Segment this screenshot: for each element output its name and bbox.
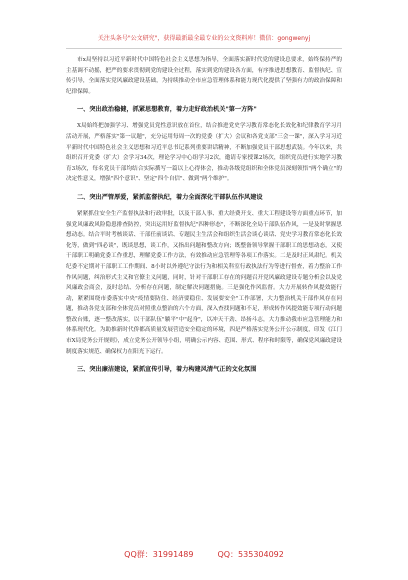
section-paragraph: 紧紧抓住安全生产监督执法和行政审批，以及干部人事、重大经费开支、重大工程建设等方面重点环节，加强党风廉政风险隐患排查防控，突出运用好监督执纪"四种形态"，不断深化全局干部队伍作风，一是及时掌握思想动态。结合平时考核谈话、干部任前谈话、专题民主生活会和组织生活会谈心谈话、党史学习教育常态化长效化等，做到"四必谈"，既谈思想，谈工作，又指出问题和整改方向；既整备领导掌握干部职工的思想动态，又使干部职工明确党委工作重思，理解党委工作方法，有效推动应急管理等各项工作落实。二是及时正风肃纪。机关纪委不定期对干部职工工作期间、8小时以外遵纪守法行为和相关科室行政执法行为等进行督查，着力整治工作作风问题，纠治形式主义和官僚主义问题，同时，针对干部职工存在的问题召开党风廉政建设专题分析会以及党风廉政会商会，及时总结、分析存在问题，制定解决问题措施。三是强化作风监督。大力开展转作风提效能行动，紧紧围绕市委落实中央"疫情要防住、经济要稳住、发展要安全"工作部署，大力整治机关干部作风存在问题，推动各党支部和全体党员对照重点整治的六个方面，深入查找问题和不足，形成转作风提效能专项行动问题整改台账，逐一整改落实，以干部队伍"躺平"中"起身"，以冲天干劲、昂扬斗志，大力推动我市应急管理能力和体系现代化。为助推新时代侨都高质量发展营造安全稳定的环境，四是严格落实党务公开公示制度，印发《江门市X局党务公开规则》，成立党务公开领导小组，明确公示内容、范围、形式、程序和时限等，确保党风廉政建设制度落实规范、确保权力在阳光下运行。 [66, 210, 342, 355]
promo-banner: 关注头条号"公文研究"，获得最新最全最专业的公文资料库！微信：gongwenyj [97, 35, 311, 42]
qq-label: QQ：535304092 [217, 550, 284, 559]
header-divider [66, 48, 342, 49]
section-heading: 一、突出政治稳健，抓紧思想教育，着力走好政治机关"第一方阵" [77, 106, 257, 114]
section-heading: 二、突出严管厚爱，紧抓监督执纪，着力全面深化干部队伍作风建设 [77, 193, 263, 201]
section-paragraph: X局始终把加强学习、增强党员党性意识放在首位，结合推进党史学习教育常态化长效化和纪律教育学习月活动开展，严格落实"第一议题"，充分运用每周一次的党委（扩大）会议和各党支部"三会一课"，深入学习习近平新时代中国特色社会主义思想和习近平总书记系列重要讲话精神，不断加强党员干部思想武装。今年以来，共组织召开党委（扩大）会学习34次，理论学习中心组学习2次，邀请专家授课2场次，组织党员进行实地学习教育3场次，每名党员干部均结合实际撰写一篇以上心得体会，推动各级党组织和全体党员深刻领悟"两个确立"的决定性意义，增强"四个意识"、坚定"四个自信"、做到"两个维护"。 [66, 123, 342, 183]
qq-group-label: QQ群：31991489 [124, 550, 194, 559]
section-heading: 三、突出廉洁建设，紧抓宣传引导，着力构建风清气正的文化氛围 [77, 366, 257, 374]
section-2 [66, 193, 342, 357]
contact-footer [0, 549, 408, 560]
section-1 [66, 105, 342, 185]
intro-paragraph: 市x局坚持以习近平新时代中国特色社会主义思想为指导，全面落实新时代党的建设总要求，始终保持严的主基调不动摇，把严的要求贯彻到党的建设全过程，落实到党的建设各方面，有序推进思想教育、监督执纪、宣传引导，全面落实党风廉政建设基础，为持续推动全市应急管理体系和能力现代化提供了坚强有力的政治保障和纪律保障。 [66, 57, 342, 95]
section-3 [66, 365, 342, 375]
